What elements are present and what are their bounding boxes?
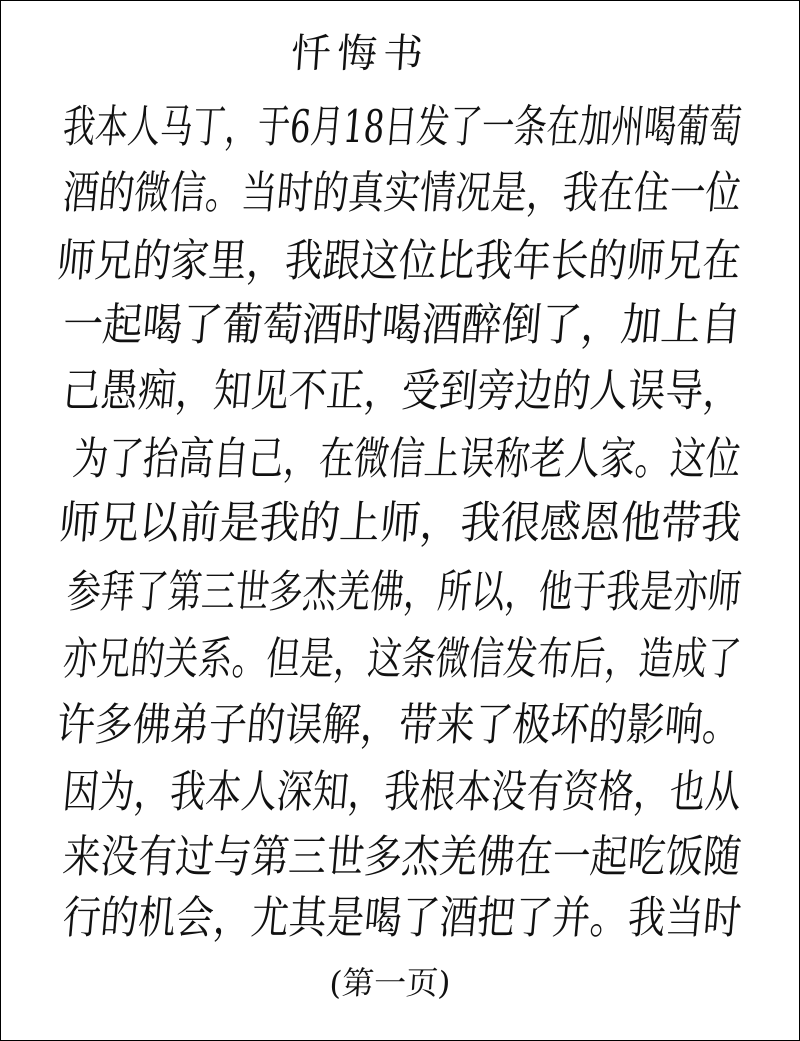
handwritten-body	[1, 1, 799, 1040]
handwritten-line: 己愚痴，知见不正，受到旁边的人误导，	[60, 364, 744, 417]
handwritten-line: 酒的微信。当时的真实情况是，我在住一位	[60, 166, 744, 219]
handwritten-line: 师兄以前是我的上师，我很感恩他带我	[56, 496, 744, 549]
handwritten-line: 我本人马丁，于6月18日发了一条在加州喝葡萄	[60, 100, 744, 153]
handwritten-line: 师兄的家里，我跟这位比我年长的师兄在	[54, 234, 744, 287]
page-number: (第一页)	[328, 964, 452, 1002]
handwritten-line: 行的机会，尤其是喝了酒把了并。我当时	[60, 891, 744, 944]
handwritten-line: 许多佛弟子的误解，带来了极坏的影响。	[54, 698, 744, 751]
document-title: 忏悔书	[289, 31, 431, 77]
handwritten-line: 亦兄的关系。但是，这条微信发布后，造成了	[60, 632, 744, 685]
handwritten-line: 来没有过与第三世多杰羌佛在一起吃饭随	[60, 830, 744, 883]
handwritten-line: 参拜了第三世多杰羌佛，所以，他于我是亦师	[64, 565, 744, 618]
handwritten-line: 一起喝了葡萄酒时喝酒醉倒了，加上自	[60, 298, 744, 351]
handwritten-line: 为了抬高自己，在微信上误称老人家。这位	[70, 432, 744, 485]
handwritten-line: 因为，我本人深知，我根本没有资格，也从	[60, 765, 744, 818]
